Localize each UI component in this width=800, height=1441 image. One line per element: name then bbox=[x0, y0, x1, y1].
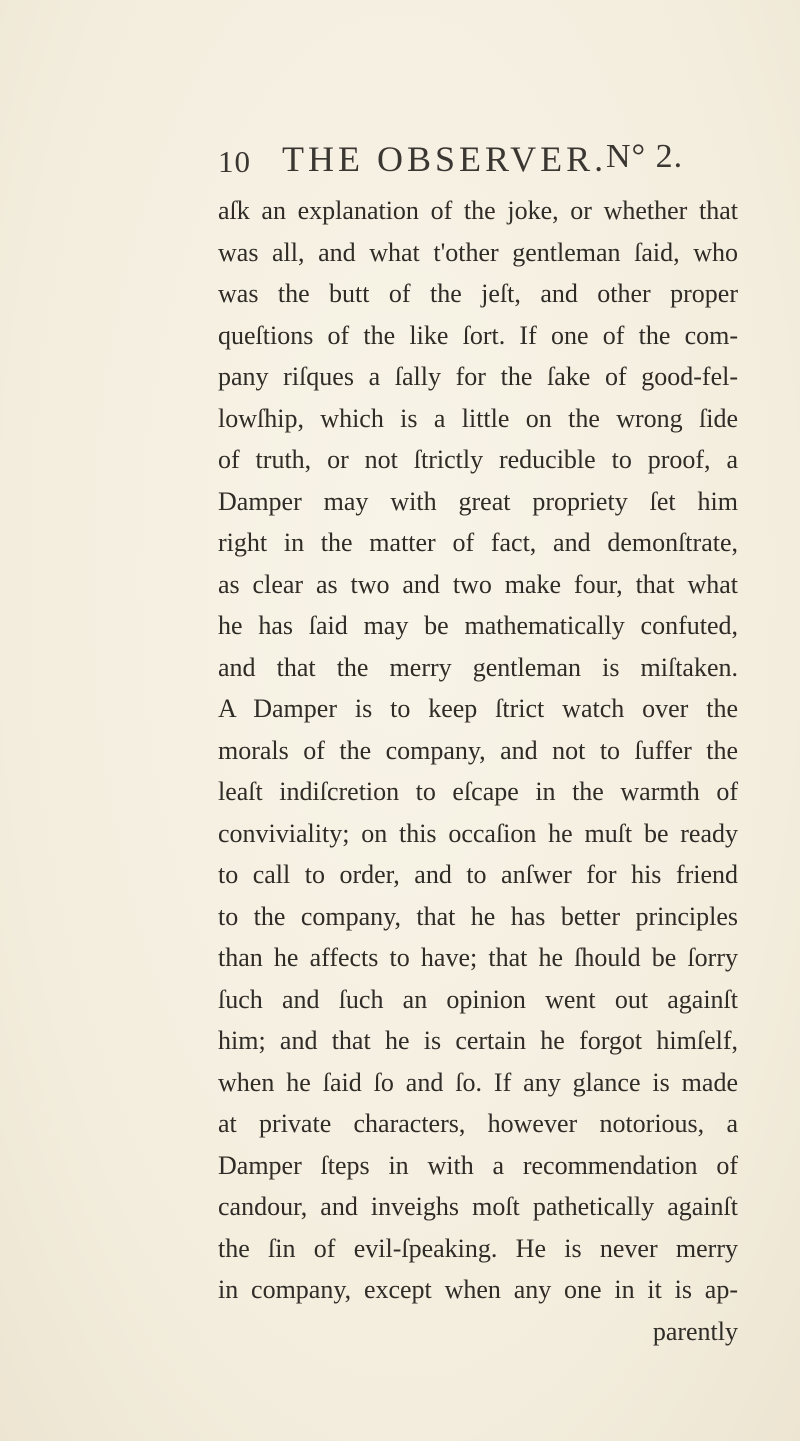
text-line: at private characters, however notorious, a bbox=[218, 1109, 738, 1138]
text-line: to call to order, and to anſwer for his friend bbox=[218, 860, 738, 889]
text-line: leaſt indiſcretion to eſcape in the warmth of bbox=[218, 777, 738, 806]
text-line: right in the matter of fact, and demonſtrate, bbox=[218, 528, 738, 557]
text-line: morals of the company, and not to ſuffer the bbox=[218, 735, 738, 765]
text-line: was all, and what t'other gentleman ſaid, who bbox=[218, 237, 738, 267]
text-line: when he ſaid ſo and ſo. If any glance is made bbox=[218, 1067, 738, 1097]
text-line: A Damper is to keep ſtrict watch over the bbox=[218, 694, 738, 723]
text-line: pany riſques a ſally for the ſake of good-fel- bbox=[218, 362, 738, 391]
text-line: candour, and inveighs moſt pathetically againſt bbox=[218, 1192, 738, 1221]
text-line: Damper ſteps in with a recommendation of bbox=[218, 1150, 738, 1180]
text-line: aſk an explanation of the joke, or whether that bbox=[218, 196, 738, 225]
body-text bbox=[218, 190, 738, 1352]
text-line: as clear as two and two make four, that what bbox=[218, 569, 738, 599]
catchword: parently bbox=[652, 1316, 738, 1346]
issue-number: N° 2. bbox=[606, 138, 684, 175]
text-line: ſuch and ſuch an opinion went out againſt bbox=[218, 984, 738, 1014]
text-line: the ſin of evil-ſpeaking. He is never merry bbox=[218, 1233, 738, 1263]
text-line: and that the merry gentleman is miſtaken. bbox=[218, 652, 738, 682]
page-number: 10 bbox=[218, 144, 251, 179]
text-line: to the company, that he has better principles bbox=[218, 901, 738, 931]
text-line: him; and that he is certain he forgot himſelf, bbox=[218, 1026, 738, 1055]
text-line: he has ſaid may be mathematically confuted, bbox=[218, 611, 738, 640]
text-line: in company, except when any one in it is ap- bbox=[218, 1275, 738, 1304]
text-line: queſtions of the like ſort. If one of the com- bbox=[218, 320, 738, 350]
running-title: THE OBSERVER. bbox=[282, 139, 608, 179]
text-line: lowſhip, which is a little on the wrong ſide bbox=[218, 403, 738, 433]
running-head bbox=[218, 118, 738, 178]
text-line: than he affects to have; that he ſhould be ſorry bbox=[218, 943, 738, 972]
text-line: Damper may with great propriety ſet him bbox=[218, 486, 738, 516]
text-line: conviviality; on this occaſion he muſt be ready bbox=[218, 818, 738, 848]
text-line: was the butt of the jeſt, and other proper bbox=[218, 279, 738, 308]
text-line: of truth, or not ſtrictly reducible to proof, a bbox=[218, 445, 738, 474]
